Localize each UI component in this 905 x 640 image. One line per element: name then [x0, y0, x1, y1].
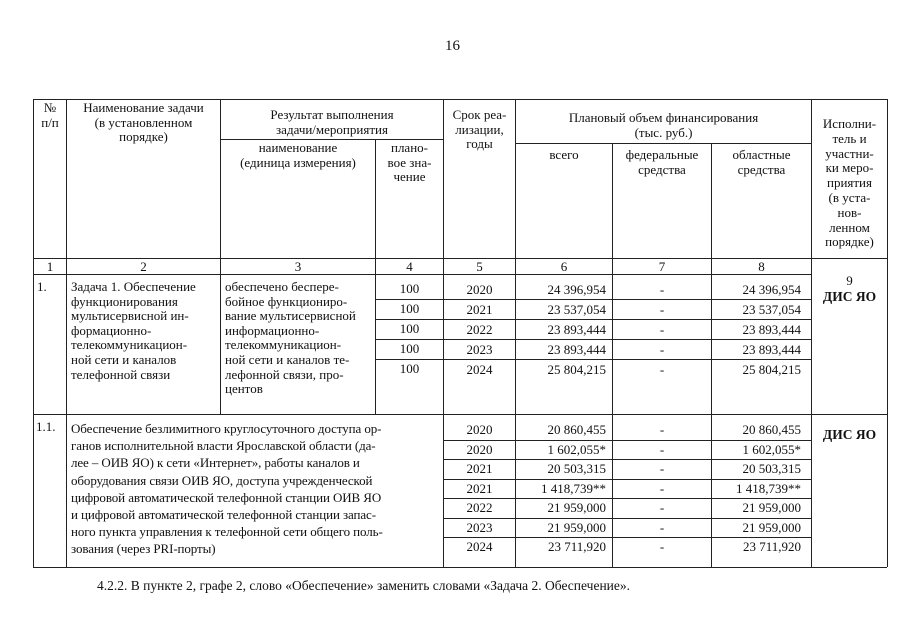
colnum-1: 1 [46, 259, 54, 274]
row2-regional: 1 418,739** [736, 481, 801, 496]
row2-federal: - [659, 520, 665, 535]
divider-row1 [33, 414, 887, 415]
row2-executor: ДИС ЯО [822, 427, 877, 442]
colnum-2: 2 [140, 259, 147, 274]
row1-plan: 100 [399, 281, 420, 296]
row1-plan: 100 [399, 341, 420, 356]
row1-total: 23 893,444 [547, 342, 606, 357]
row1-total: 24 396,954 [547, 282, 606, 297]
header-num: № п/п [41, 100, 59, 130]
header-task: Наименование задачи (в установленном порядке) [83, 100, 204, 145]
row1-plan: 100 [399, 361, 420, 376]
row1-result: обеспечено беспере- бойное функциониро- вание мультисервисной информационно- телекоммуникацион- ной сети и каналов те- лефонной связи, про- центов [225, 279, 356, 397]
row2-federal: - [659, 442, 665, 457]
row2-year: 2022 [466, 500, 493, 515]
row1-regional: 23 537,054 [742, 302, 801, 317]
row1-regional: 23 893,444 [742, 342, 801, 357]
row2-regional: 21 959,000 [742, 520, 801, 535]
row2-regional: 23 711,920 [742, 539, 801, 554]
row2-total: 21 959,000 [547, 500, 606, 515]
page-number: 16 [445, 38, 460, 54]
row2-federal: - [659, 500, 665, 515]
row1-plan: 100 [399, 321, 420, 336]
col-divider-1 [66, 99, 67, 567]
row2-total: 21 959,000 [547, 520, 606, 535]
row2-total: 23 711,920 [547, 539, 606, 554]
row2-total: 20 860,455 [547, 422, 606, 437]
row2-total: 1 418,739** [541, 481, 606, 496]
header-total: всего [549, 147, 579, 162]
row1-total: 25 804,215 [547, 362, 606, 377]
header-executor: Исполни- тель и участни- ки меро- приятия (в уста- нов- ленном порядке) [822, 116, 877, 250]
colnum-4: 4 [406, 259, 413, 274]
colnum-7: 7 [658, 259, 666, 274]
row2-federal: - [659, 481, 665, 496]
row2-total: 1 602,055* [547, 442, 606, 457]
row2-total: 20 503,315 [547, 461, 606, 476]
footer-note: 4.2.2. В пункте 2, графе 2, слово «Обеспечение» заменить словами «Задача 2. Обеспечение». [97, 578, 631, 593]
row1-year: 2022 [466, 322, 493, 337]
table-border-right [887, 99, 888, 567]
row2-regional: 20 860,455 [742, 422, 801, 437]
row1-year: 2021 [466, 302, 493, 317]
header-result: Результат выполнения задачи/мероприятия [270, 107, 394, 137]
header-period: Срок реа- лизации, годы [452, 107, 507, 152]
row1-plan: 100 [399, 301, 420, 316]
table-border-bottom [33, 567, 887, 568]
row1-total: 23 537,054 [547, 302, 606, 317]
row1-regional: 24 396,954 [742, 282, 801, 297]
row1-federal: - [659, 302, 665, 317]
row1-federal: - [659, 322, 665, 337]
row1-year: 2020 [466, 282, 493, 297]
row1-total: 23 893,444 [547, 322, 606, 337]
row2-regional: 20 503,315 [742, 461, 801, 476]
colnum-3: 3 [294, 259, 302, 274]
row2-year: 2021 [466, 481, 493, 496]
row1-year: 2024 [466, 362, 493, 377]
row2-year: 2024 [466, 539, 493, 554]
row1-federal: - [659, 342, 665, 357]
header-result-value: плано- вое зна- чение [387, 140, 432, 185]
colnum-5: 5 [476, 259, 483, 274]
row1-regional: 23 893,444 [742, 322, 801, 337]
row2-federal: - [659, 461, 665, 476]
row1-num: 1. [37, 279, 47, 294]
colnum-9: 9 [846, 273, 853, 288]
row2-federal: - [659, 422, 665, 437]
row1-federal: - [659, 282, 665, 297]
row1-regional: 25 804,215 [742, 362, 801, 377]
divider-finance-sub [515, 143, 811, 144]
colnum-8: 8 [758, 259, 765, 274]
row1-year: 2023 [466, 342, 493, 357]
row2-year: 2023 [466, 520, 493, 535]
row2-federal: - [659, 539, 665, 554]
row2-num: 1.1. [36, 419, 56, 434]
header-result-name: наименование (единица измерения) [240, 140, 356, 170]
row2-year: 2020 [466, 422, 493, 437]
row1-task: Задача 1. Обеспечение функционирования мультисервисной ин- формационно- телекоммуникацион- ной сети и каналов телефонной связи [71, 279, 196, 382]
row2-regional: 1 602,055* [742, 442, 801, 457]
colnum-6: 6 [560, 259, 568, 274]
row2-regional: 21 959,000 [742, 500, 801, 515]
row2-year: 2020 [466, 442, 493, 457]
header-financing: Плановый объем финансирования (тыс. руб.) [568, 110, 759, 140]
row1-executor: ДИС ЯО [822, 289, 877, 304]
header-regional: областные средства [732, 147, 791, 177]
table-border-left [33, 99, 34, 567]
row1-federal: - [659, 362, 665, 377]
row2-task: Обеспечение безлимитного круглосуточного доступа ор- ганов исполнительной власти Ярославской области (да- лее – ОИВ ЯО) к сети «Интернет», работы каналов и оборудования связи ОИВ ЯО, доступа учрежденческой цифровой автоматической телефонной станции ОИВ ЯО и цифровой автоматической телефонной станции запас- ного пункта управления к телефонной сети общего поль- зования (через PRI-порты) [71, 421, 383, 557]
row2-year: 2021 [466, 461, 493, 476]
header-federal: федеральные средства [625, 147, 699, 177]
